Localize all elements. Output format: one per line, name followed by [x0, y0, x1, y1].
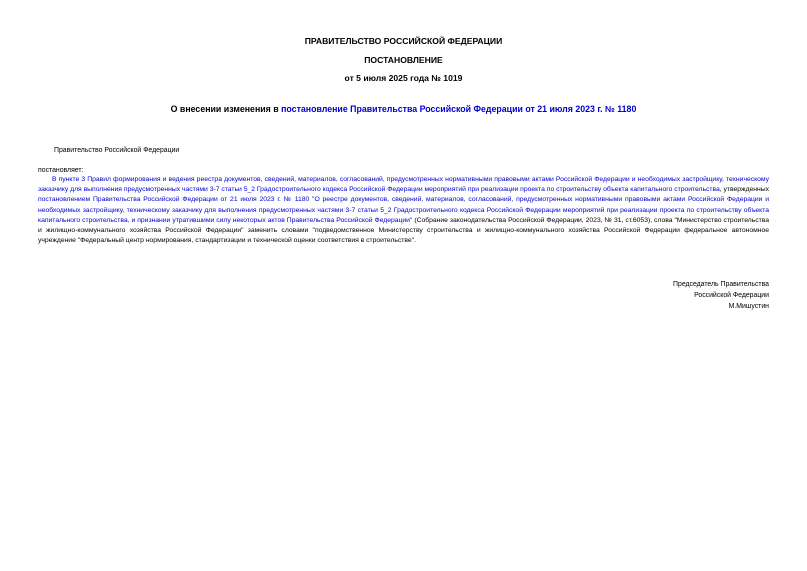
- document-subject: [0, 104, 807, 115]
- body-text-approved: , утвержденных: [719, 186, 770, 194]
- government-title: ПРАВИТЕЛЬСТВО РОССИЙСКОЙ ФЕДЕРАЦИИ: [304, 36, 503, 46]
- subject-link[interactable]: постановление Правительства Российской Федерации от 21 июля 2023 г. № 1180: [281, 104, 637, 114]
- signature-position-line2: Российской Федерации: [694, 292, 769, 299]
- rules-link[interactable]: В пункте 3 Правил формирования и ведения реестра документов, сведений, материалов, согласований, предусмотренных нормативными правовыми актами Российской Федерации и необходимых застройщику, техническому заказчику для выполнения предусмотренных частями 3-7 статьи 5_2 Градостроительного кодекса Российской Федерации мероприятий при реализации проекта по строительству объекта капитального строительства: [38, 176, 769, 194]
- body-text-amendment: (Собрание законодательства Российской Федерации, 2023, № 31, ст.6053), слова "Министерство строительства и жилищно-коммунального хозяйства Российской Федерации" заменить словами "подведомственное Министерству строительства и жилищно-коммунального хозяйства Российской Федерации федеральное автономное учреждение "Федеральный центр нормирования, стандартизации и технической оценки соответствия в строительстве".: [38, 216, 769, 245]
- resolution-link[interactable]: постановлением Правительства Российской Федерации от 21 июля 2023 г. № 1180 "О реестре документов, сведений, материалов, согласований, предусмотренных нормативными правовыми актами Российской Федерации и необходимых застройщику, техническому заказчику для выполнения предусмотренных частями 3-7 статьи 5_2 Градостроительного кодекса Российской Федерации мероприятий при реализации проекта по строительству объекта капитального строительства, и признании утратившими силу некоторых актов Правительства Российской Федерации": [38, 196, 769, 224]
- document-date-number: от 5 июля 2025 года № 1019: [344, 73, 463, 83]
- body-paragraph: [38, 175, 769, 246]
- signature-position-line1: Председатель Правительства: [673, 281, 769, 288]
- signature-name: М.Мишустин: [728, 303, 769, 310]
- subject-prefix: О внесении изменения в: [170, 104, 282, 114]
- signature-block: [673, 279, 769, 312]
- intro-government: Правительство Российской Федерации: [54, 147, 180, 154]
- intro-decrees: постановляет:: [38, 167, 84, 174]
- document-type: ПОСТАНОВЛЕНИЕ: [364, 55, 443, 65]
